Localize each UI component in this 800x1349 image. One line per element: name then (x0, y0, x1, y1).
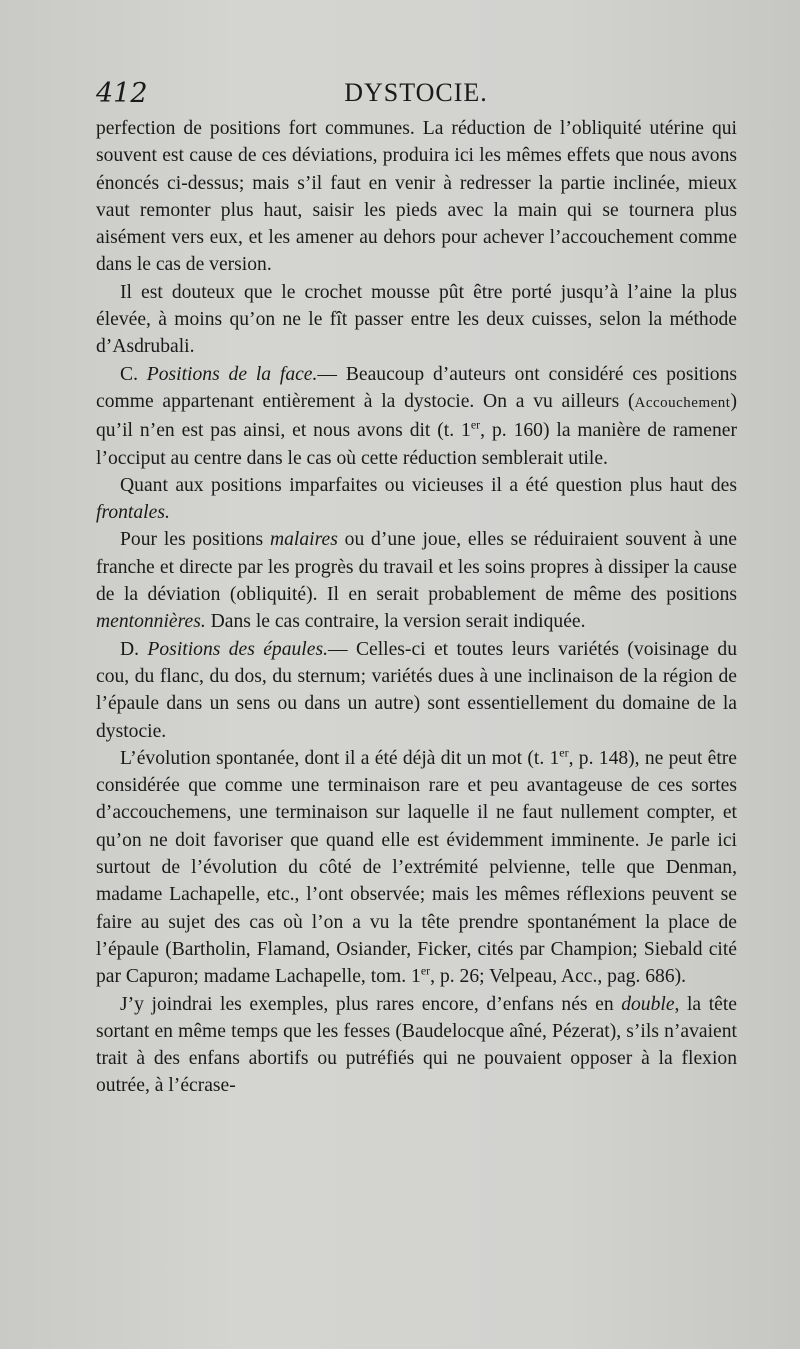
paragraph (96, 115, 737, 279)
text-run: Pour les positions (120, 529, 270, 551)
paragraph (96, 279, 737, 361)
text-run: C. (120, 363, 147, 385)
text-run: , la tête sortant en même temps que les fesses (Baudelocque aîné, Pézerat), s’ils n’avaient trait à des enfans abortifs ou putréfiés qui ne pouvaient opposer à la flexion outrée, à l’écrase- (96, 993, 737, 1097)
text-run: er (420, 963, 431, 978)
text-run: mentonnières. (96, 611, 206, 633)
body-text (96, 115, 737, 1100)
text-run: ) qu’il n’en est pas ainsi, et nous avons dit (t. 1 (96, 390, 737, 442)
text-run: Positions des épaules. (147, 638, 328, 660)
text-run: D. (120, 638, 148, 660)
text-run: Positions de la face. (146, 363, 318, 385)
paragraph (96, 636, 737, 745)
paragraph (96, 361, 737, 472)
text-run: — Celles-ci et toutes leurs variétés (voisinage du cou, du flanc, du dos, du sternum; variétés dues à une inclinaison de la région de l’épaule dans un sens ou dans un autre) sont essentiellement du domaine de la dystocie. (96, 638, 737, 742)
text-run: frontales. (96, 502, 170, 524)
text-run: Dans le cas contraire, la version serait indiquée. (205, 611, 586, 633)
paragraph (96, 472, 737, 527)
text-run: — Beaucoup d’auteurs ont considéré ces positions comme appartenant entièrement à la dystocie. On a vu ailleurs ( (96, 363, 738, 412)
text-run: , p. 148), ne peut être considérée que comme une terminaison rare et peu avantageuse de ces sortes d’accouchemens, une terminaison sur laquelle il ne faut nullement compter, et qu’on ne doit favoriser que quand elle est évidemment imminente. Je parle ici surtout de l’évolution du côté de l’extrémité pelvienne, telle que Denman, madame Lachapelle, etc., l’ont observée; mais les mêmes réflexions peuvent se faire au sujet des cas où l’on a vu la tête prendre spontanément la place de l’épaule (Bartholin, Flamand, Osiander, Ficker, cités par Champion; Siebald cité par Capuron; madame Lachapelle, tom. 1 (96, 747, 737, 988)
text-run: er (559, 745, 569, 760)
paragraph (96, 526, 737, 635)
text-run: L’évolution spontanée, dont il a été déjà dit un mot (t. 1 (120, 747, 560, 769)
page-header (96, 78, 736, 118)
text-run: J’y joindrai les exemples, plus rares encore, d’enfans nés en (120, 993, 622, 1015)
paragraph (96, 745, 737, 991)
text-run: ou d’une joue, elles se réduiraient souvent à une franche et directe par les progrès du travail et les soins propres à dissiper la cause de la déviation (obliquité). Il en serait probablement de même des positions (96, 529, 737, 606)
text-run: Quant aux positions imparfaites ou vicieuses il a été question plus haut des (120, 474, 737, 496)
text-run: Il est douteux que le crochet mousse pût être porté jusqu’à l’aine la plus élevée, à moins qu’on ne le fît passer entre les deux cuisses, selon la méthode d’Asdrubali. (96, 281, 737, 358)
page-number: 412 (96, 78, 148, 109)
text-run: malaires (269, 529, 338, 551)
text-run: perfection de positions fort communes. La réduction de l’obliquité utérine qui souvent est cause de ces déviations, produira ici les mêmes effets que nous avons énoncés ci-dessus; mais s’il faut en venir à redresser la partie inclinée, mieux vaut remonter plus haut, saisir les pieds avec la main qui se tournera plus aisément vers eux, et les amener au dehors pour achever l’accouchement comme dans le cas de version. (96, 118, 737, 276)
text-run: double (621, 993, 675, 1015)
text-run: , p. 160) la manière de ramener l’occiput au centre dans le cas où cette réduction semblerait utile. (96, 420, 737, 469)
running-title: DYSTOCIE. (344, 78, 488, 107)
paragraph (96, 991, 737, 1100)
text-run: Accouchement (634, 394, 731, 411)
text-run: , p. 26; Velpeau, Acc., pag. 686). (430, 966, 687, 988)
text-run: er (470, 417, 481, 432)
